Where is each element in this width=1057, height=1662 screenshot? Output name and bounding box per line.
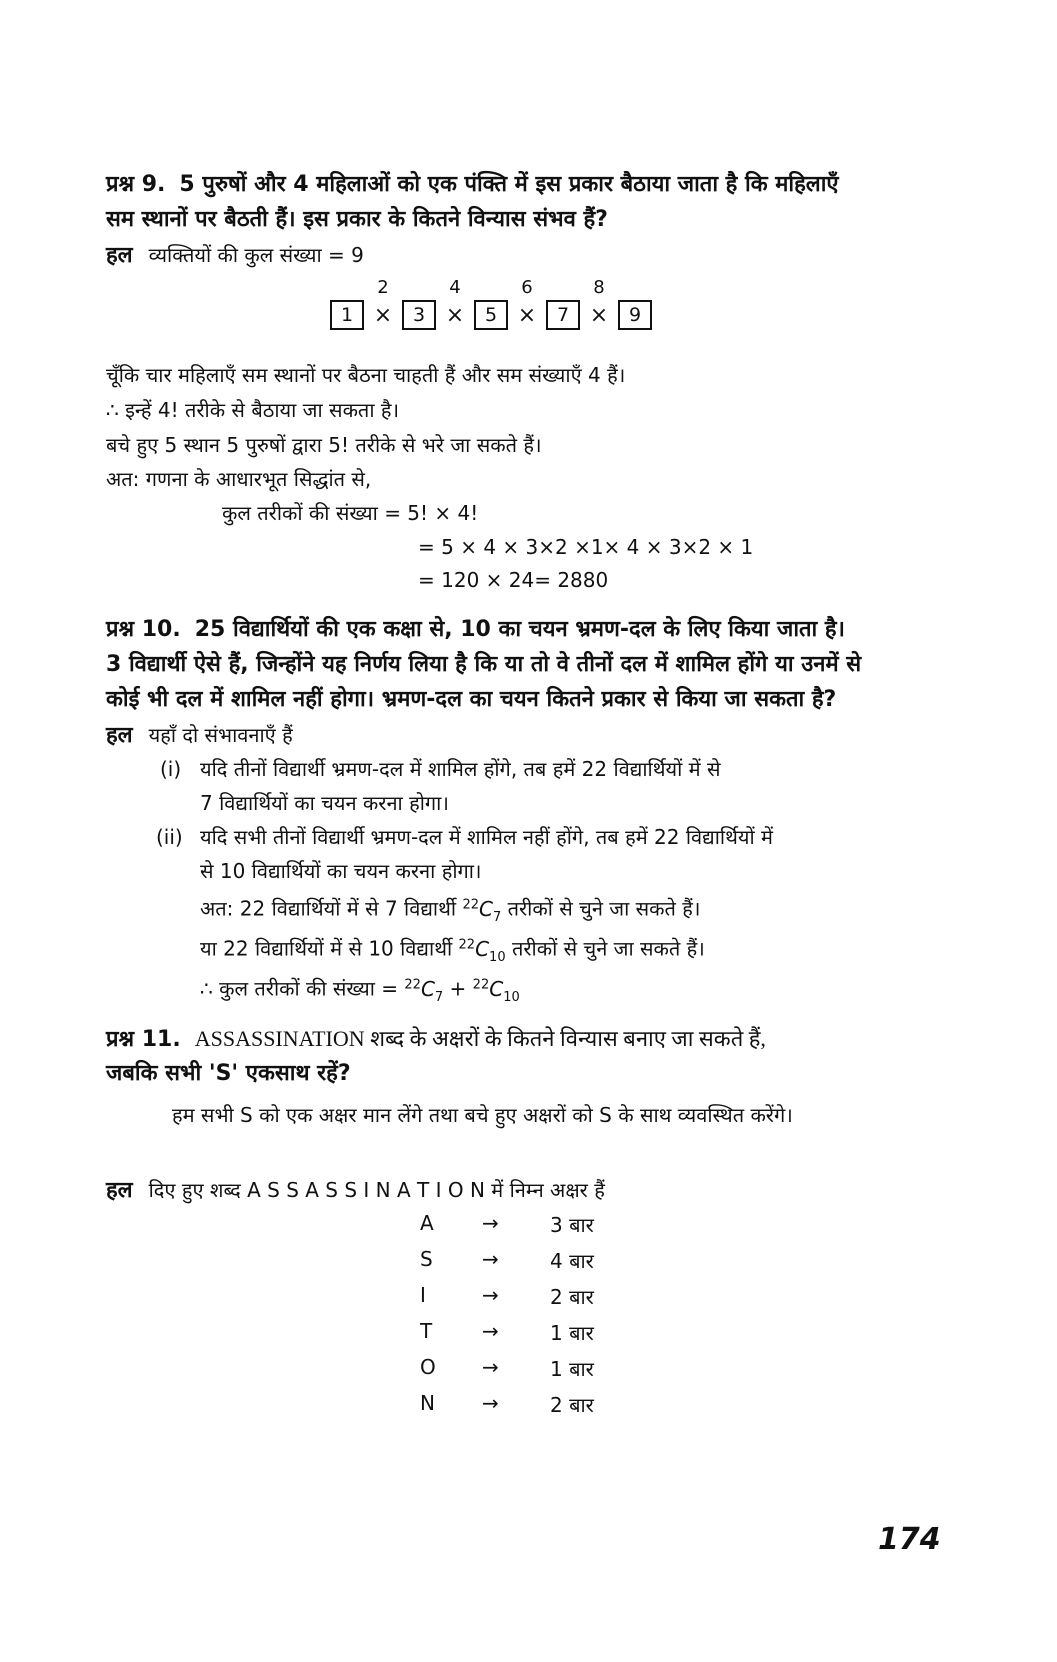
case-i-marker: (i): [160, 757, 182, 781]
q10-line1: प्रश्न 10. 25 विद्यार्थियों की एक कक्षा से, 10 का चयन भ्रमण-दल के लिए किया जाता है।: [106, 617, 845, 642]
case-ii-marker: (ii): [156, 825, 183, 849]
case-i-line1: यदि तीनों विद्यार्थी भ्रमण-दल में शामिल होंगे, तब हमें 22 विद्यार्थियों में से: [200, 757, 721, 781]
case-i-line2: 7 विद्यार्थियों का चयन करना होगा।: [200, 791, 449, 815]
q11-hal-label: हल: [106, 1178, 133, 1203]
arrow-icon: →: [482, 1247, 499, 1271]
q11-solution-intro: हल दिए हुए शब्द A S S A S S I N A T I O N में निम्न अक्षर हैं: [106, 1178, 605, 1203]
seat-box: 3: [402, 300, 436, 330]
q9-line1: प्रश्न 9. 5 पुरुषों और 4 महिलाओं को एक पंक्ति में इस प्रकार बैठाया जाता है कि महिलाएँ: [106, 172, 839, 197]
q9-step5: कुल तरीकों की संख्या = 5! × 4!: [222, 501, 479, 525]
letter: O: [420, 1355, 436, 1379]
arrow-icon: →: [482, 1319, 499, 1343]
combination-line-2: या 22 विद्यार्थियों में से 10 विद्यार्थी $^{22}C_{10}$ तरीकों से चुने जा सकते हैं।: [200, 936, 705, 965]
seat-slot: 4 ×: [445, 276, 465, 328]
seat-box: 5: [474, 300, 508, 330]
letter-count: 1 बार: [550, 1321, 594, 1345]
q9-step3: बचे हुए 5 स्थान 5 पुरुषों द्वारा 5! तरीके से भरे जा सकते हैं।: [106, 433, 542, 457]
letter: I: [420, 1283, 426, 1307]
combination-total: ∴ कुल तरीकों की संख्या = $^{22}C_7 + ^{22}C_{10}$: [200, 976, 520, 1005]
seat-box: 1: [330, 300, 364, 330]
arrow-icon: →: [482, 1391, 499, 1415]
letter-count: 2 बार: [550, 1393, 594, 1417]
q10-label: प्रश्न 10.: [106, 617, 181, 642]
letter-count: 4 बार: [550, 1249, 594, 1273]
q10-solution-intro: हल यहाँ दो संभावनाएँ हैं: [106, 723, 293, 748]
case-ii-line1: यदि सभी तीनों विद्यार्थी भ्रमण-दल में शामिल नहीं होंगे, तब हमें 22 विद्यार्थियों में: [200, 825, 773, 849]
q10-line3: कोई भी दल में शामिल नहीं होगा। भ्रमण-दल का चयन कितने प्रकार से किया जा सकता है?: [106, 687, 837, 712]
q9-line2: सम स्थानों पर बैठती हैं। इस प्रकार के कितने विन्यास संभव हैं?: [106, 207, 608, 232]
letter: N: [420, 1391, 435, 1415]
q11-note: हम सभी S को एक अक्षर मान लेंगे तथा बचे हुए अक्षरों को S के साथ व्यवस्थित करेंगे।: [172, 1103, 793, 1127]
q9-step6: = 5 × 4 × 3×2 ×1× 4 × 3×2 × 1: [418, 535, 754, 559]
letter: A: [420, 1211, 434, 1235]
q9-label: प्रश्न 9.: [106, 172, 166, 197]
letter: S: [420, 1247, 433, 1271]
combination-22c7: $^{22}C_7$: [404, 976, 444, 1005]
q9-step4: अत: गणना के आधारभूत सिद्धांत से,: [106, 467, 372, 491]
arrow-icon: →: [482, 1211, 499, 1235]
q11-label: प्रश्न 11.: [106, 1027, 181, 1052]
letter-count: 2 बार: [550, 1285, 594, 1309]
combination-22c10: $^{22}C_{10}$: [458, 936, 506, 965]
q10-hal-label: हल: [106, 723, 133, 748]
seat-slot: 6 ×: [517, 276, 537, 328]
q9-hal-label: हल: [106, 243, 133, 268]
arrow-icon: →: [482, 1355, 499, 1379]
q9-step2: ∴ इन्हें 4! तरीके से बैठाया जा सकता है।: [106, 398, 400, 422]
q11-line1: प्रश्न 11. ASSASSINATION शब्द के अक्षरों के कितने विन्यास बनाए जा सकते हैं,: [106, 1026, 766, 1052]
q10-line2: 3 विद्यार्थी ऐसे हैं, जिन्होंने यह निर्णय लिया है कि या तो वे तीनों दल में शामिल होंगे या उनमें से: [106, 652, 862, 677]
combination-22c10: $^{22}C_{10}$: [472, 976, 520, 1005]
case-ii-line2: से 10 विद्यार्थियों का चयन करना होगा।: [200, 859, 482, 883]
q9-solution-total: हल व्यक्तियों की कुल संख्या = 9: [106, 243, 364, 268]
letter-count: 3 बार: [550, 1213, 594, 1237]
page-number: 174: [878, 1522, 941, 1557]
q11-line2: जबकि सभी 'S' एकसाथ रहें?: [106, 1061, 351, 1086]
q9-step1: चूँकि चार महिलाएँ सम स्थानों पर बैठना चाहती हैं और सम संख्याएँ 4 हैं।: [106, 363, 626, 387]
arrow-icon: →: [482, 1283, 499, 1307]
letter: T: [420, 1319, 433, 1343]
q9-step7: = 120 × 24= 2880: [418, 568, 609, 592]
seat-slot: 8 ×: [589, 276, 609, 328]
combination-22c7: $^{22}C_7$: [462, 896, 502, 925]
seat-box: 9: [618, 300, 652, 330]
seat-slot: 2 ×: [373, 276, 393, 328]
seat-arrangement-diagram: [330, 276, 652, 330]
letter-count: 1 बार: [550, 1357, 594, 1381]
combination-line-1: अत: 22 विद्यार्थियों में से 7 विद्यार्थी $^{22}C_7$ तरीकों से चुने जा सकते हैं।: [200, 896, 701, 925]
seat-box: 7: [546, 300, 580, 330]
